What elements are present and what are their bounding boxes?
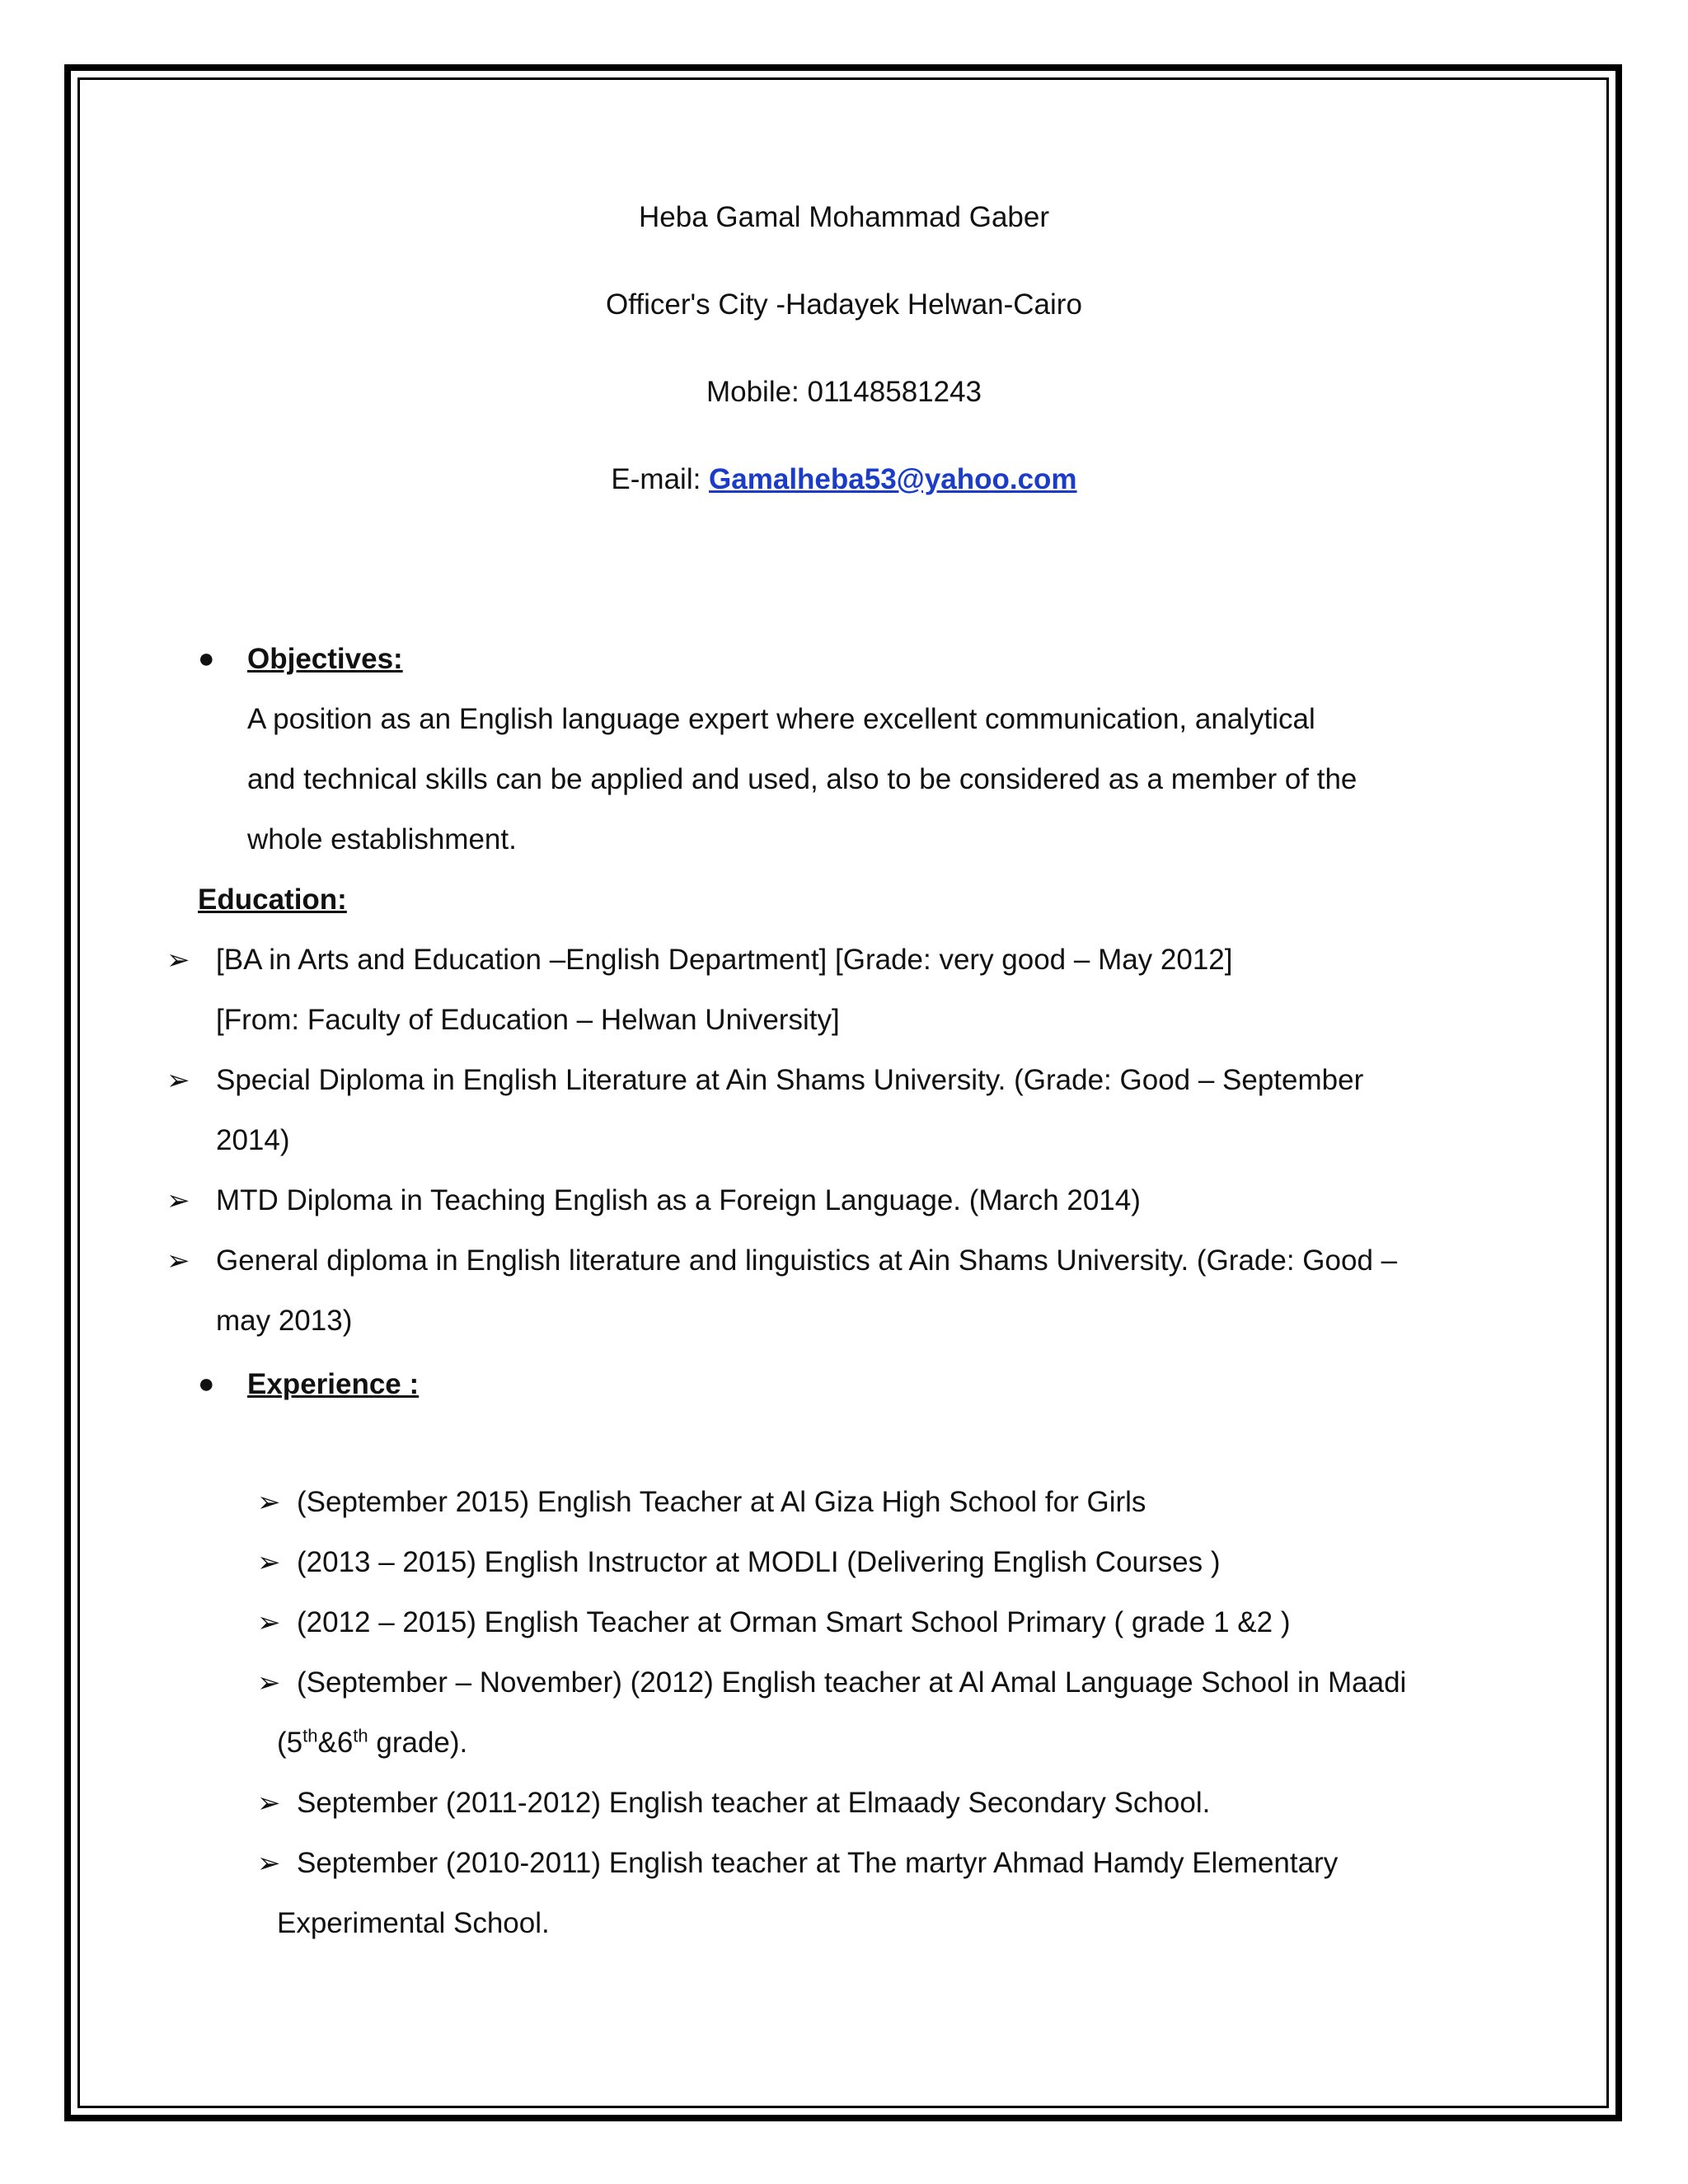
education-item: ➢ General diploma in English literature and linguistics at Ain Shams University. (Grade: Good – xyxy=(166,1244,1398,1277)
experience-item: ➢ September (2010-2011) English teacher at The martyr Ahmad Hamdy Elementary xyxy=(257,1847,1339,1879)
email-link[interactable]: Gamalheba53@yahoo.com xyxy=(709,463,1077,495)
objectives-heading: Objectives: xyxy=(247,643,403,675)
experience-heading: Experience : xyxy=(247,1368,420,1400)
experience-item: ➢ (2012 – 2015) English Teacher at Orman Smart School Primary ( grade 1 &2 ) xyxy=(257,1606,1291,1638)
arrow-bullet-icon: ➢ xyxy=(257,1547,281,1578)
arrow-bullet-icon: ➢ xyxy=(166,1245,190,1277)
objectives-line-1: A position as an English language expert where excellent communication, analytical xyxy=(247,703,1315,735)
arrow-bullet-icon: ➢ xyxy=(257,1848,281,1879)
email-label: E-mail: xyxy=(611,463,710,495)
email-line xyxy=(0,465,1688,494)
bullet-dot-icon: ● xyxy=(198,643,215,674)
applicant-name: Heba Gamal Mohammad Gaber xyxy=(639,201,1049,233)
experience-item-cont: Experimental School. xyxy=(277,1907,550,1939)
experience-item: ➢ September (2011-2012) English teacher at Elmaady Secondary School. xyxy=(257,1787,1211,1819)
arrow-bullet-icon: ➢ xyxy=(257,1788,281,1819)
objectives-line-2: and technical skills can be applied and used, also to be considered as a member of the xyxy=(247,763,1357,795)
bullet-dot-icon: ● xyxy=(198,1368,215,1399)
education-heading: Education: xyxy=(198,883,347,916)
address: Officer's City -Hadayek Helwan-Cairo xyxy=(606,288,1082,321)
arrow-bullet-icon: ➢ xyxy=(166,944,190,976)
objectives-line-3: whole establishment. xyxy=(247,823,517,855)
experience-item-cont: (5th&6th grade). xyxy=(277,1725,468,1759)
experience-item: ➢ (2013 – 2015) English Instructor at MODLI (Delivering English Courses ) xyxy=(257,1546,1221,1578)
education-item: ➢ [BA in Arts and Education –English Department] [Grade: very good – May 2012] xyxy=(166,944,1233,976)
experience-item: ➢ (September – November) (2012) English teacher at Al Amal Language School in Maadi xyxy=(257,1666,1407,1699)
arrow-bullet-icon: ➢ xyxy=(257,1607,281,1638)
education-item-cont: [From: Faculty of Education – Helwan University] xyxy=(216,1004,840,1036)
arrow-bullet-icon: ➢ xyxy=(257,1667,281,1699)
experience-item: ➢ (September 2015) English Teacher at Al Giza High School for Girls xyxy=(257,1486,1146,1518)
education-item: ➢ MTD Diploma in Teaching English as a Foreign Language. (March 2014) xyxy=(166,1184,1141,1216)
education-item: ➢ Special Diploma in English Literature at Ain Shams University. (Grade: Good – September xyxy=(166,1064,1364,1096)
arrow-bullet-icon: ➢ xyxy=(166,1065,190,1096)
education-item-cont: may 2013) xyxy=(216,1305,353,1337)
arrow-bullet-icon: ➢ xyxy=(166,1185,190,1216)
mobile: Mobile: 01148581243 xyxy=(706,376,982,408)
arrow-bullet-icon: ➢ xyxy=(257,1487,281,1518)
education-item-cont: 2014) xyxy=(216,1124,290,1156)
